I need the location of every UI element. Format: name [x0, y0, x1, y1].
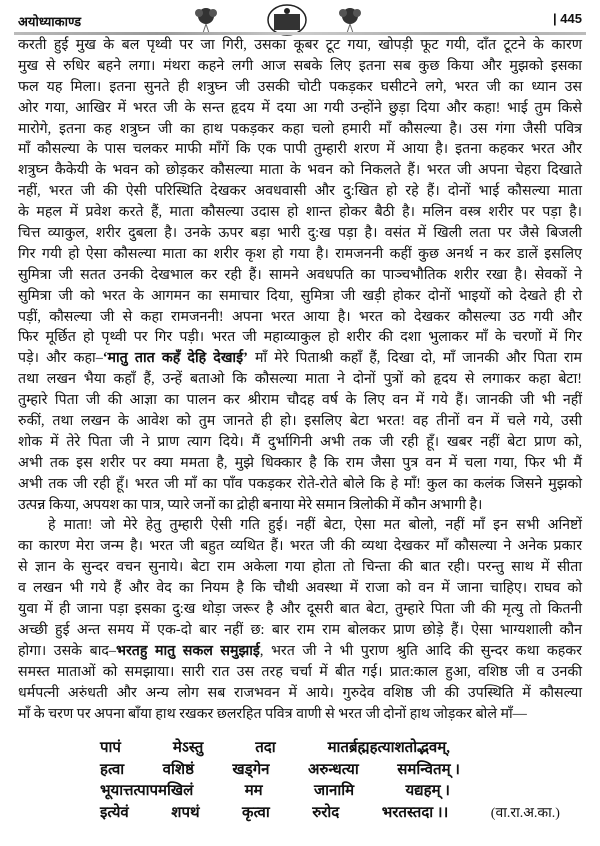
text-line	[18, 244, 582, 265]
line-text: माँ कौसल्या के पास चलकर माफी माँगें कि एक पापी तुम्हारी शरण में आया है। इतना कहकर भरत और	[18, 141, 582, 158]
line-text: फल यह मिला। इतना सुनते ही शत्रुघ्न जी उसकी चोटी पकड़कर घसीटने लगे, भरत जी का ध्यान उस	[18, 78, 582, 95]
text-line	[18, 286, 582, 307]
verse-line	[100, 803, 560, 825]
line-text: फिर मूर्छित हो पृथ्वी पर गिर पड़ी। भरत जी महाव्याकुल हो शरीर की दशा भुलाकर माँ के चरणों में गिर	[18, 329, 582, 346]
text-line	[18, 641, 582, 662]
text-line	[18, 202, 582, 223]
verse-line	[100, 738, 450, 760]
text-line	[18, 56, 582, 77]
line-text: ओर गया, आखिर में भरत जी के सन्त हृदय में दया आ गयी उन्होंने छुड़ा दिया और कहा! भाई तुम किसे	[18, 99, 582, 116]
text-line	[18, 411, 582, 432]
verse-word: समन्वितम् ।	[397, 761, 460, 778]
text-line	[18, 307, 582, 328]
text-line	[18, 77, 582, 98]
verse-word: मातर्ब्रह्महत्याशतोद्भवम्,	[327, 740, 450, 756]
line-text: होगा। उसके बाद–	[18, 642, 117, 659]
text-line	[18, 327, 582, 348]
body-text	[18, 35, 582, 724]
text-line	[18, 536, 582, 557]
running-title: अयोध्याकाण्ड	[18, 14, 82, 29]
line-text: सुमित्रा जी सतत उनकी देखभाल कर रही हैं। सामने अवधपति का पाञ्चभौतिक शरीर रखा है। सेवकों ने	[18, 266, 582, 283]
text-line	[18, 578, 582, 599]
text-line	[18, 390, 582, 411]
page-header	[18, 4, 582, 32]
text-line	[18, 265, 582, 286]
text-line	[18, 557, 582, 578]
text-line	[18, 160, 582, 181]
text-line	[18, 181, 582, 202]
verse-word: भूयात्तत्पापमखिलं	[100, 783, 194, 800]
verse-reference: (वा.रा.अ.का.)	[490, 806, 560, 822]
line-text: तथा लखन भैया कहाँ हैं, उन्हें बताओ कि कौसल्या माता ने दोनों पुत्रों को हृदय से लगाकर कहा बेटा!	[18, 371, 582, 388]
line-text: के महल में प्रवेश करते हैं, माता कौसल्या उदास हो शान्त होकर बैठी है। मलिन वस्त्र शरीर पर पड़ा है।	[18, 204, 582, 221]
verse-word: पापं	[100, 740, 121, 756]
verse-line	[100, 781, 450, 803]
text-line	[18, 620, 582, 641]
line-text: पड़ीं, कौसल्या जी से कहा रामजननी! अपना भरत आया है। भरत को देखकर कौसल्या उठ गयी और	[18, 308, 582, 325]
text-line	[18, 453, 582, 474]
line-text: धर्मपत्नी अरुंधती और अन्य लोग सब राजभवन में आये। गुरुदेव वशिष्ठ जी की उपस्थिति में कौसल्या	[18, 684, 582, 701]
line-text: रुकीं, तथा लखन के आवेश को तुम जानते ही हो। इसलिए बेटा भरत! वह तीनों वन में चले गये, उसी	[18, 413, 582, 430]
line-text: , भरत जी ने भी पुराण श्रुति आदि की सुन्दर कथा कहकर	[259, 642, 582, 659]
text-line	[18, 348, 582, 369]
line-text: अभी तक जी रही हूँ। भरत जी माँ का पाँव पकड़कर रोते-रोते बोले कि हे माँ! कुल का कलंक जिसने मुझको	[18, 475, 582, 492]
page-number: | 445	[553, 11, 582, 26]
verse-word: भरतस्तदा ।।	[381, 805, 449, 822]
text-line	[18, 369, 582, 390]
line-text: गिर गयी हो ऐसा कौसल्या माता का शरीर कृश हो गया है। रामजननी कहीं कुछ अनर्थ न कर डालें इसलिए	[18, 245, 582, 262]
text-line	[18, 98, 582, 119]
line-text: माँ के चरण पर अपना बाँया हाथ रखकर छलरहित पवित्र वाणी से भरत जी दोनों हाथ जोड़कर बोले माँ—	[18, 705, 527, 722]
text-line	[18, 119, 582, 140]
line-text: अभी तक इस शरीर पर क्या ममता है, मुझे धिक्कार है कि राम जैसा पुत्र वन में चला गया, फिर भी मैं	[18, 454, 582, 471]
line-text: मुख से रुधिर बहने लगा। मंथरा कहने लगी आज सबके लिए इतना सब कुछ किया और मुझको इसका	[18, 57, 582, 74]
verse-word: जानामि	[314, 783, 355, 800]
verse-word: रुरोद	[312, 805, 340, 822]
text-line	[18, 139, 582, 160]
text-line	[18, 223, 582, 244]
line-text: सुमित्रा जी को भरत के आगमन का समाचार दिया, सुमित्रा जी खड़ी होकर दोनों भाइयों को देखते ही रो	[18, 287, 582, 304]
text-line	[18, 704, 582, 725]
bold-quote: भरतहु मातु सकल समुझाई	[116, 642, 260, 659]
verse-word: मेऽस्तु	[172, 740, 204, 756]
verse-word: वशिष्ठं	[162, 761, 194, 778]
text-line	[18, 515, 582, 536]
text-line	[18, 495, 582, 516]
verse-word: तदा	[255, 740, 276, 756]
line-text: युवा में ही जाना पड़ा इसका दु:ख थोड़ा जरूर है और दूसरी बात बेटा, तुम्हारे पिता जी की मृत्यु तो कितनी	[18, 601, 582, 618]
verse-word: यद्यहम् ।	[405, 783, 450, 800]
bold-quote: ‘मातु तात कहँ देहि देखाई’	[102, 350, 248, 367]
line-text: शत्रुघ्न कैकेयी के भवन को छोड़कर कौसल्या माता के भवन को निकलते हैं। भरत जी अपना चेहरा दिखाते	[18, 162, 582, 179]
line-text: व लखन भी गये हैं और वेद का नियम है कि चौथी अवस्था में राजा को वन में जाना चाहिए। राघव को	[18, 580, 582, 597]
line-text: करती हुई मुख के बल पृथ्वी पर जा गिरी, उसका कूबर टूट गया, खोपड़ी फूट गयी, दाँत टूटने के कारण	[18, 37, 582, 53]
line-text: पड़े। और कहा–	[18, 350, 103, 367]
text-line	[18, 474, 582, 495]
line-text: मारोगे, इतना कह शत्रुघ्न जी का हाथ पकड़कर कहा चलो हमारी माँ कौसल्या है। उस गंगा जैसी पवित्र	[18, 120, 582, 137]
line-text: तुम्हारे पिता जी की आज्ञा का पालन कर श्रीराम चौदह वर्ष के लिए वन में गये हैं। जानकी जी भी नहीं	[18, 392, 582, 409]
text-line	[18, 662, 582, 683]
line-text: समस्त माताओं को समझाया। सारी रात उस तरह चर्चा में बीत गई। प्रात:काल हुआ, वशिष्ठ जी व उनकी	[18, 663, 582, 680]
line-text: अच्छी हुई अन्त समय में एक-दो बार नहीं छ: बार राम राम बोलकर प्राण छोड़े हैं। ऐसा भाग्यशाली कौन	[18, 621, 582, 638]
text-line	[18, 432, 582, 453]
line-text: शोक में तेरे पिता जी ने प्राण त्याग दिये। मैं दुर्भागिनी अभी तक जी रही हूँ। खबर नहीं बेटा प्राण को,	[18, 433, 582, 450]
verse-word: मम	[244, 783, 263, 800]
line-text: उत्पन्न किया, अपयश का पात्र, प्यारे जनों का द्रोही बनाया मेरे समान त्रिलोकी में कौन अभागी है।	[18, 496, 483, 513]
flower-ornament-icon	[330, 4, 370, 34]
verse-word: खड्गेन	[232, 761, 270, 778]
sanskrit-verse	[100, 738, 560, 825]
text-line	[18, 599, 582, 620]
verse-word: अरुन्धत्या	[307, 761, 359, 778]
line-text: का कारण मेरा जन्म है। भरत जी बहुत व्यथित हैं। भरत जी की व्यथा देखकर माँ कौसल्या ने अनेक प्रकार	[18, 538, 582, 555]
line-text: हे माता! जो मेरे हेतु तुम्हारी ऐसी गति हुई। नहीं बेटा, ऐसा मत बोलो, नहीं माँ इन सभी अनिष्टों	[48, 517, 582, 534]
line-text: चित्त व्याकुल, शरीर दुबला है। उनके ऊपर बड़ा भारी दु:ख पड़ा है। वसंत में खिली लता पर जैसे बिजली	[18, 225, 582, 242]
verse-word: कृत्वा	[242, 805, 270, 822]
verse-word: हत्वा	[100, 761, 125, 778]
verse-word: इत्येवं	[100, 805, 129, 822]
verse-line	[100, 760, 460, 782]
line-text: नहीं, भरत जी की ऐसी परिस्थिति देखकर अवधवासी और दु:खित हो रहे हैं। दोनों भाई कौसल्या माता	[18, 183, 582, 200]
verse-word: शपथं	[171, 805, 200, 822]
line-text: माँ मेरे पिताश्री कहाँ हैं, दिखा दो, माँ जानकी और पिता राम	[247, 350, 582, 367]
line-text: से ज्ञान के सुन्दर वचन सुनाये। बेटा राम अकेला गया होता तो चिन्ता की बात रही। परन्तु साथ में सीता	[18, 559, 582, 576]
flower-ornament-icon	[186, 4, 226, 34]
text-line	[18, 35, 582, 56]
text-line	[18, 683, 582, 704]
